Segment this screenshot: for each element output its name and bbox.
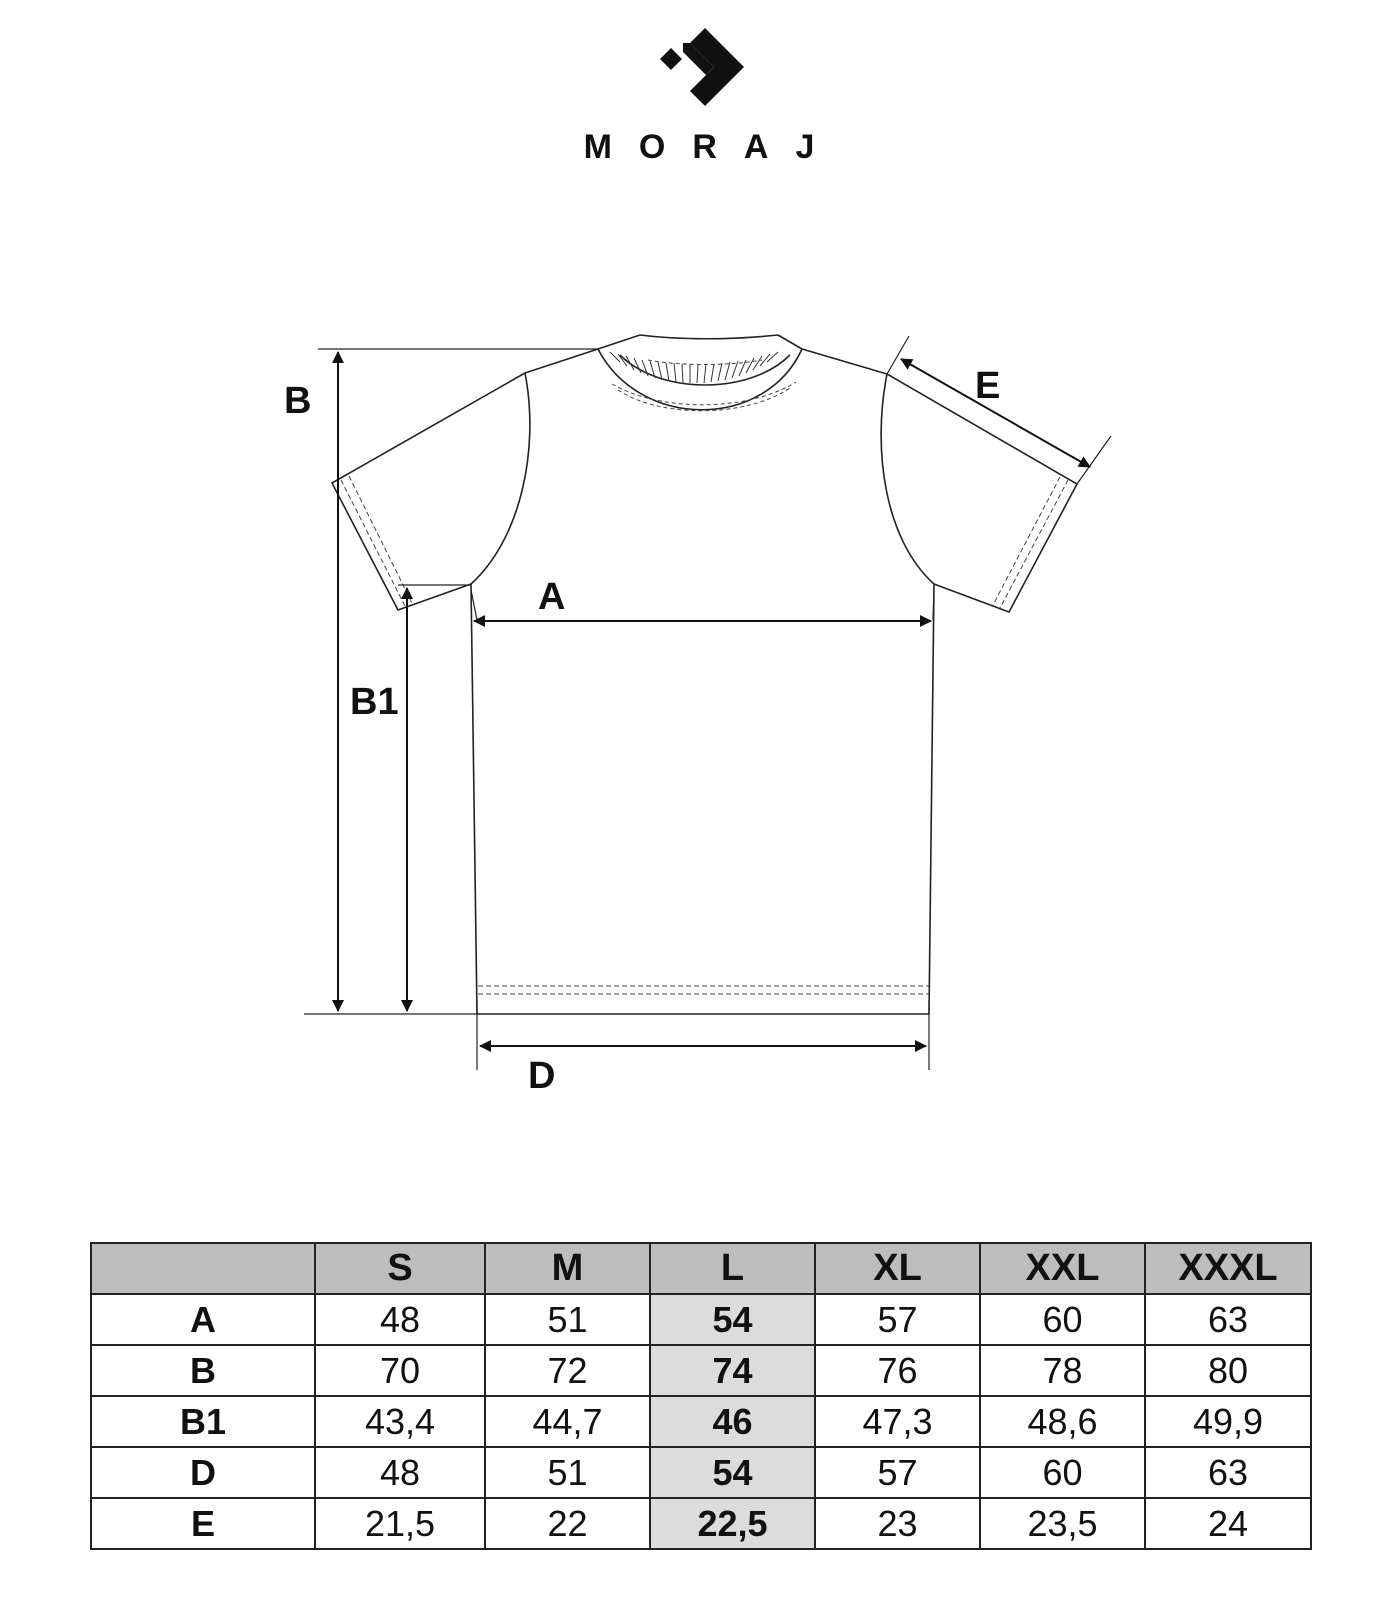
label-b: B bbox=[284, 380, 312, 422]
table-cell: 78 bbox=[980, 1345, 1145, 1396]
table-cell-highlight: 22,5 bbox=[650, 1498, 815, 1549]
header-size-s: S bbox=[315, 1243, 485, 1294]
table-cell: 57 bbox=[815, 1447, 980, 1498]
brand-name: MORAJ bbox=[583, 128, 842, 166]
extension-lines bbox=[304, 336, 1111, 1070]
header-size-m: M bbox=[485, 1243, 650, 1294]
table-cell: 60 bbox=[980, 1447, 1145, 1498]
label-b1: B1 bbox=[350, 681, 399, 723]
header-corner bbox=[91, 1243, 315, 1294]
table-cell: 51 bbox=[485, 1447, 650, 1498]
header-size-xxl: XXL bbox=[980, 1243, 1145, 1294]
table-cell: 21,5 bbox=[315, 1498, 485, 1549]
table-cell: 80 bbox=[1145, 1345, 1311, 1396]
table-cell-highlight: 46 bbox=[650, 1396, 815, 1447]
dimension-arrows bbox=[338, 352, 1090, 1046]
table-cell-highlight: 74 bbox=[650, 1345, 815, 1396]
table-cell: 47,3 bbox=[815, 1396, 980, 1447]
table-cell: 57 bbox=[815, 1294, 980, 1345]
header-size-xxxl: XXXL bbox=[1145, 1243, 1311, 1294]
table-cell: 51 bbox=[485, 1294, 650, 1345]
table-cell: 23,5 bbox=[980, 1498, 1145, 1549]
size-chart-table bbox=[90, 1242, 1312, 1550]
table-cell: 76 bbox=[815, 1345, 980, 1396]
header-size-xl: XL bbox=[815, 1243, 980, 1294]
table-cell: 48,6 bbox=[980, 1396, 1145, 1447]
table-cell: 44,7 bbox=[485, 1396, 650, 1447]
row-label: D bbox=[91, 1447, 315, 1498]
table-cell: 24 bbox=[1145, 1498, 1311, 1549]
table-cell: 70 bbox=[315, 1345, 485, 1396]
table-cell: 63 bbox=[1145, 1294, 1311, 1345]
table-cell: 49,9 bbox=[1145, 1396, 1311, 1447]
table-cell: 60 bbox=[980, 1294, 1145, 1345]
table-row bbox=[91, 1345, 1311, 1396]
table-cell: 43,4 bbox=[315, 1396, 485, 1447]
table-cell: 48 bbox=[315, 1294, 485, 1345]
table-cell: 72 bbox=[485, 1345, 650, 1396]
table-row bbox=[91, 1447, 1311, 1498]
label-a: A bbox=[538, 576, 566, 618]
label-d: D bbox=[528, 1055, 556, 1097]
table-header-row bbox=[91, 1243, 1311, 1294]
table-cell: 63 bbox=[1145, 1447, 1311, 1498]
label-e: E bbox=[975, 365, 1001, 407]
row-label: A bbox=[91, 1294, 315, 1345]
tshirt-outline bbox=[332, 335, 1077, 1014]
table-cell: 22 bbox=[485, 1498, 650, 1549]
tshirt-measurement-diagram bbox=[0, 300, 1398, 1100]
row-label: B bbox=[91, 1345, 315, 1396]
header-size-l: L bbox=[650, 1243, 815, 1294]
table-cell: 48 bbox=[315, 1447, 485, 1498]
row-label: B1 bbox=[91, 1396, 315, 1447]
hem-stitching bbox=[341, 476, 1068, 994]
table-row bbox=[91, 1498, 1311, 1549]
table-row bbox=[91, 1294, 1311, 1345]
table-cell: 23 bbox=[815, 1498, 980, 1549]
table-cell-highlight: 54 bbox=[650, 1294, 815, 1345]
table-row bbox=[91, 1396, 1311, 1447]
table-cell-highlight: 54 bbox=[650, 1447, 815, 1498]
logo-diamond-icon bbox=[660, 48, 682, 70]
row-label: E bbox=[91, 1498, 315, 1549]
